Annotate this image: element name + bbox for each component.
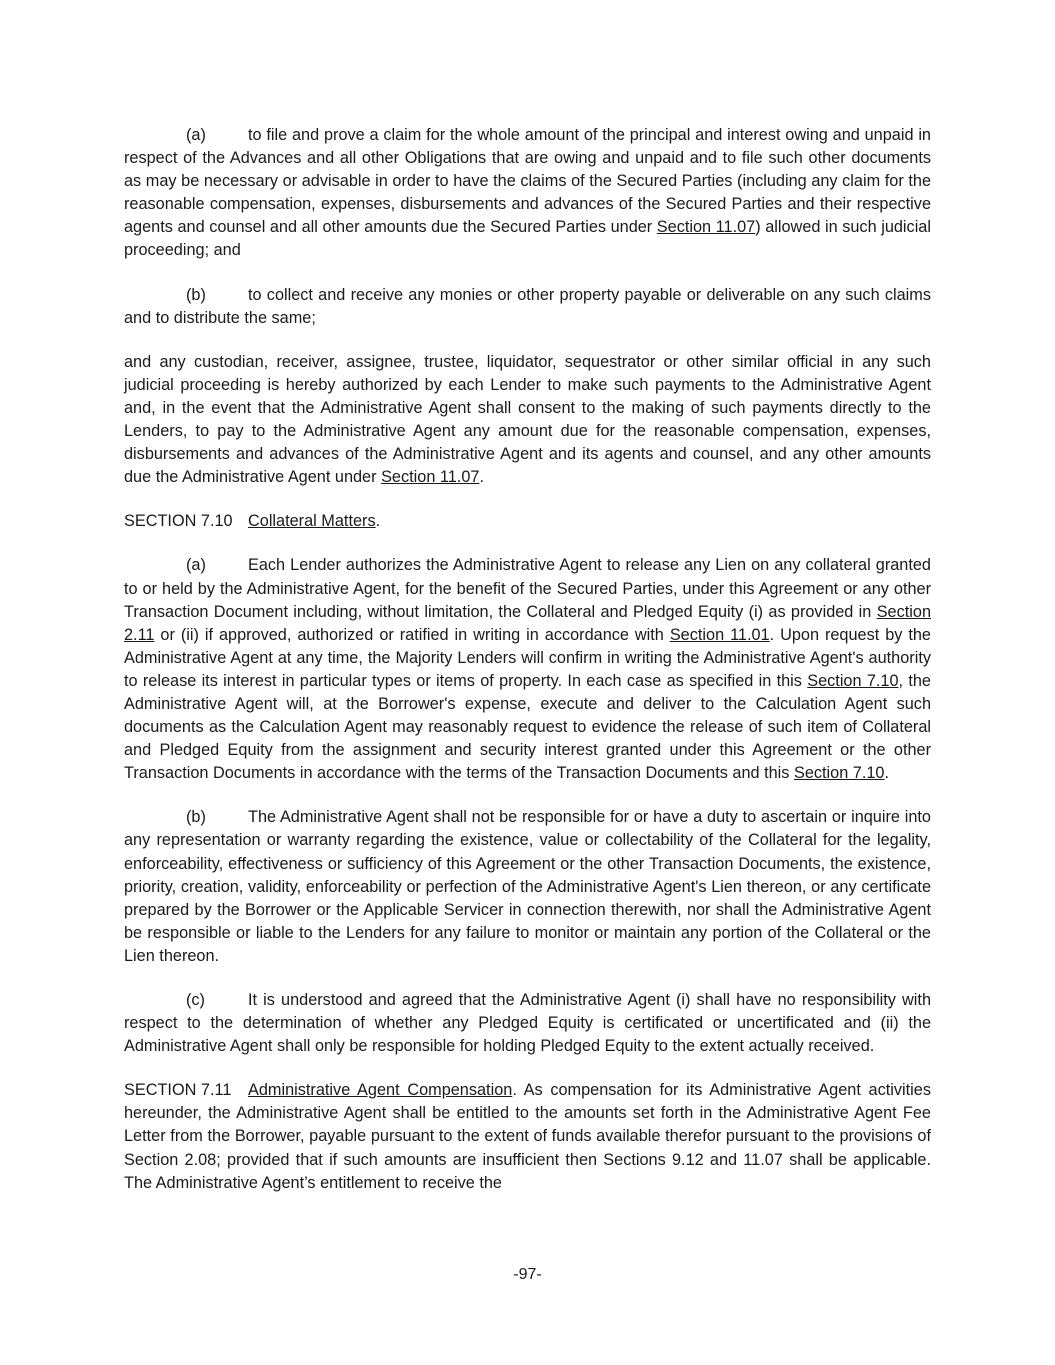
section-title: Collateral Matters (248, 512, 376, 531)
clause-text: or (ii) if approved, authorized or ratified in writing in accordance with (154, 625, 670, 644)
clause-text: . (479, 468, 484, 487)
section-reference: Section 11.07 (381, 468, 480, 487)
clause-text: , the Administrative Agent will, at the Borrower's expense, execute and deliver to the Calculation Agent such documents as the Calculation Agent may reasonably request to evidence the release of such item of Collateral and Pledged Equity from the assignment and security interest granted under this Agreement or the other Transaction Documents in accordance with the terms of the Transaction Documents and this (124, 671, 931, 783)
clause-text: ) allowed in such judicial proceeding; and (124, 218, 931, 260)
clause-label: (c) (186, 991, 205, 1009)
clause-text: It is understood and agreed that the Administrative Agent (i) shall have no responsibility with respect to the determination of whether any Pledged Equity is certificated or uncertificated and (ii) the Administrative Agent shall only be responsible for holding Pledged Equity to the extent actually received. (124, 991, 931, 1056)
section-reference: Section 7.10 (807, 671, 899, 690)
clause-text: . As compensation for its Administrative Agent activities hereunder, the Administrative Agent shall be entitled to the amounts set forth in the Administrative Agent Fee Letter from the Borrower, payable pursuant to the extent of funds available therefor pursuant to the provisions of Section 2.08; provided that if such amounts are insufficient then Sections 9.12 and 11.07 shall be applicable. The Administrative Agent’s entitlement to receive the (124, 1081, 931, 1192)
paragraph-7-10-a (124, 554, 931, 785)
section-heading-7-10 (124, 510, 931, 533)
section-reference: Section 11.01 (669, 625, 770, 644)
clause-label: (a) (186, 126, 206, 144)
clause-text: . (884, 764, 890, 783)
paragraph-7-10-c (124, 989, 931, 1058)
section-number: SECTION 7.11 (124, 1081, 232, 1100)
paragraph-7-10-b (124, 806, 931, 968)
paragraph-b-collect-monies (124, 284, 931, 330)
section-7-11-paragraph (124, 1079, 931, 1194)
clause-text: to collect and receive any monies or other property payable or deliverable on any such claims and to distribute the same; (124, 285, 931, 327)
clause-label: (b) (186, 285, 206, 304)
section-reference: Section 2.11 (124, 602, 931, 644)
section-reference: Section 7.10 (793, 764, 885, 783)
section-title: Administrative Agent Compensation (248, 1081, 513, 1100)
clause-text: to file and prove a claim for the whole amount of the principal and interest owing and unpaid in respect of the Advances and all other Obligations that are owing and unpaid and to file such other documents as may be necessary or advisable in order to have the claims of the Secured Parties (including any claim for the reasonable compensation, expenses, disbursements and advances of the Secured Parties and their respective agents and counsel and all other amounts due the Secured Parties under (124, 126, 931, 237)
clause-label: (a) (186, 556, 206, 575)
clause-label: (b) (186, 808, 206, 827)
paragraph-custodian-authorization (124, 351, 931, 490)
section-number: SECTION 7.10 (124, 512, 233, 531)
document-page (124, 124, 931, 1216)
page-number: -97- (513, 1266, 542, 1283)
clause-text: The Administrative Agent shall not be responsible for or have a duty to ascertain or inquire into any representation or warranty regarding the existence, value or collectability of the Collateral for the legality, enforceability, effectiveness or sufficiency of this Agreement or the other Transaction Documents, the existence, priority, creation, validity, enforceability or perfection of the Administrative Agent's Lien thereon, or any certificate prepared by the Borrower or the Applicable Servicer in connection therewith, nor shall the Administrative Agent be responsible or liable to the Lenders for any failure to monitor or maintain any portion of the Collateral or the Lien thereon. (124, 808, 931, 965)
section-reference: Section 11.07 (656, 218, 756, 237)
section-title-period: . (375, 512, 381, 531)
clause-text: . Upon request by the Administrative Agent at any time, the Majority Lenders will confirm in writing the Administrative Agent's authority to release its interest in particular types or items of property. In each case as specified in this (124, 625, 931, 690)
clause-text: and any custodian, receiver, assignee, trustee, liquidator, sequestrator or other similar official in any such judicial proceeding is hereby authorized by each Lender to make such payments to the Administrative Agent and, in the event that the Administrative Agent shall consent to the making of such payments directly to the Lenders, to pay to the Administrative Agent any amount due for the reasonable compensation, expenses, disbursements and advances of the Administrative Agent and its agents and counsel, and any other amounts due the Administrative Agent under (124, 352, 931, 487)
paragraph-a-file-claim (124, 124, 931, 263)
clause-text: Each Lender authorizes the Administrative Agent to release any Lien on any collateral granted to or held by the Administrative Agent, for the benefit of the Secured Parties, under this Agreement or any other Transaction Document including, without limitation, the Collateral and Pledged Equity (i) as provided in (124, 556, 931, 621)
